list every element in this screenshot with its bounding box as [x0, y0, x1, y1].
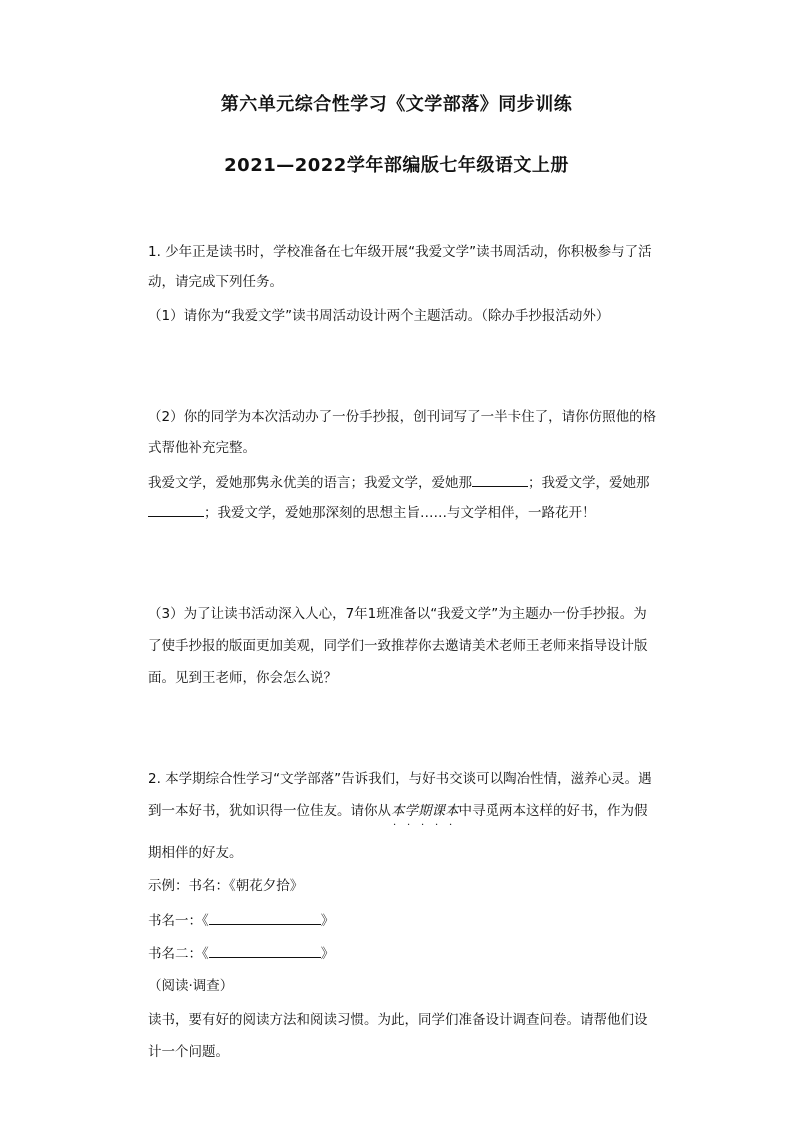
q1-fill-line2: [148, 502, 678, 523]
book1-blank[interactable]: [209, 910, 321, 925]
q2-line1: 2. 本学期综合性学习“文学部落”告诉我们，与好书交谈可以陶冶性情，滋养心灵。遇: [148, 771, 652, 787]
q2-line3: 期相伴的好友。: [148, 845, 243, 861]
q1-sub3-line1: （3）为了让读书活动深入人心，7年1班准备以“我爱文学”为主题办一份手抄报。为: [148, 606, 647, 622]
fill-blank-2[interactable]: [148, 502, 204, 517]
q1-sub2-line2: 式帮他补充完整。: [148, 440, 256, 456]
fill-text-b: ；我爱文学，爱她那: [528, 475, 650, 491]
book2-blank[interactable]: [209, 943, 321, 958]
book1-close: 》: [320, 913, 335, 929]
q1-stem-line2: 动，请完成下列任务。: [148, 274, 283, 290]
q1-sub2-line1: （2）你的同学为本次活动办了一份手抄报，创刊词写了一半卡住了，请你仿照他的格: [148, 409, 657, 425]
q2-book2: [148, 943, 678, 964]
q1-fill-line1: [148, 472, 678, 493]
q3-header: （阅读·调查）: [148, 978, 234, 994]
fill-text-a: 我爱文学，爱她那隽永优美的语言；我爱文学，爱她那: [148, 475, 472, 491]
q2-line2-b: 中寻觅两本这样的好书，作为假: [458, 803, 648, 819]
q3-line2: 计一个问题。: [148, 1044, 229, 1060]
q1-sub1: （1）请你为“我爱文学”读书周活动设计两个主题活动。（除办手抄报活动外）: [148, 308, 610, 324]
book1-label: 书名一：《: [148, 913, 209, 929]
q1-stem-line1: 1. 少年正是读书时，学校准备在七年级开展“我爱文学”读书周活动，你积极参与了活: [148, 244, 652, 260]
q2-emphasis-text: 本学期课本 · · · · ·: [391, 803, 459, 831]
q1-sub3-line2: 了使手抄报的版面更加美观，同学们一致推荐你去邀请美术老师王老师来指导设计版: [148, 638, 648, 654]
q2-line2-a: 到一本好书，犹如识得一位佳友。请你从: [148, 803, 391, 819]
document-title: 第六单元综合性学习《文学部落》同步训练: [220, 94, 573, 115]
q1-sub3-line3: 面。见到王老师，你会怎么说？: [148, 670, 337, 686]
book2-label: 书名二：《: [148, 946, 209, 962]
document-subtitle: 2021—2022学年部编版七年级语文上册: [224, 155, 569, 176]
fill-text-c: ；我爱文学，爱她那深刻的思想主旨……与文学相伴，一路花开！: [204, 505, 596, 521]
q2-line2: [148, 801, 678, 831]
q3-line1: 读书，要有好的阅读方法和阅读习惯。为此，同学们准备设计调查问卷。请帮他们设: [148, 1012, 648, 1028]
book2-close: 》: [320, 946, 335, 962]
q2-example: 示例：书名：《朝花夕拾》: [148, 878, 304, 894]
q2-book1: [148, 910, 678, 931]
fill-blank-1[interactable]: [472, 472, 528, 487]
